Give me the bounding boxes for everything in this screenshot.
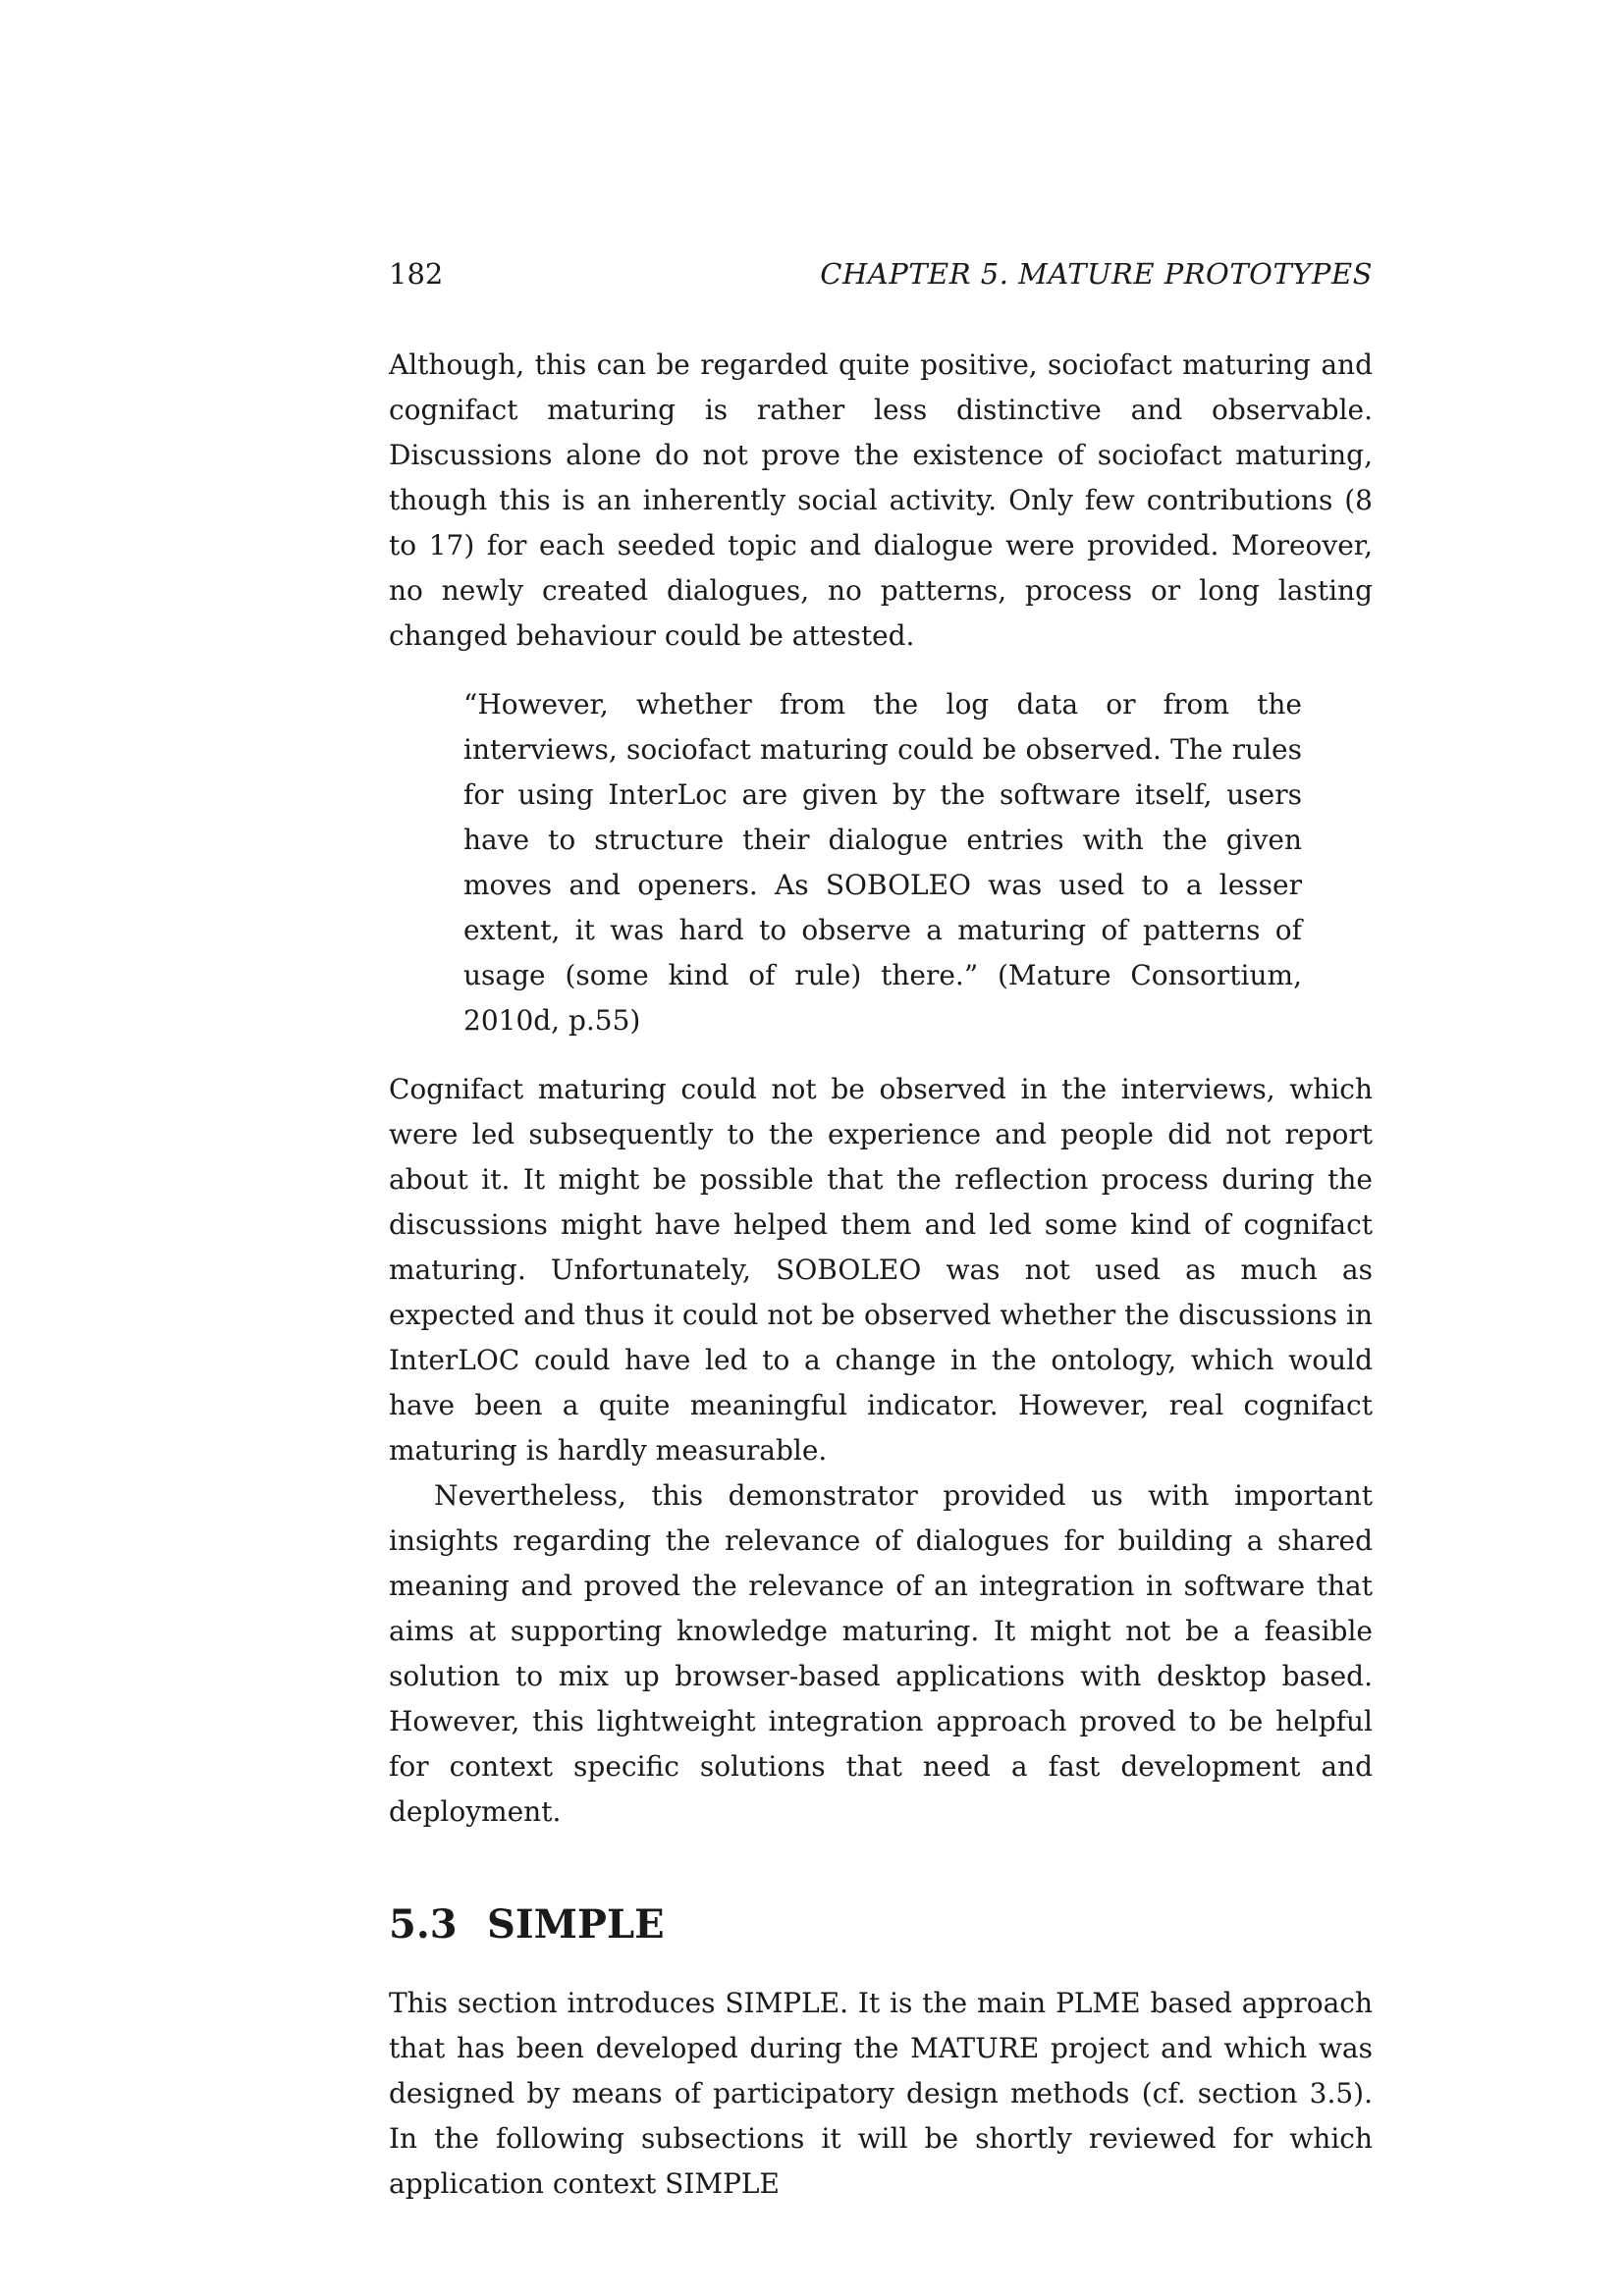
section-heading bbox=[389, 1901, 1373, 1948]
section-paragraph-1: This section introduces SIMPLE. It is the main PLME based approach that has been developed during the MATURE project and which was designed by means of participatory design methods (cf. section 3.5). In the following subsections it will be shortly reviewed for which application context SIMPLE bbox=[389, 1987, 1373, 2200]
running-header bbox=[389, 257, 1373, 306]
body-paragraph-3: Nevertheless, this demonstrator provided us with important insights regarding the relevance of dialogues for building a shared meaning and proved the relevance of an integration in software that aims at supporting knowledge maturing. It might not be a feasible solution to mix up browser-based applications with desktop based. However, this lightweight integration approach proved to be helpful for context specific solutions that need a fast development and deployment. bbox=[389, 1479, 1373, 1828]
section-title: SIMPLE bbox=[487, 1901, 665, 1948]
document-page bbox=[389, 257, 1373, 2207]
chapter-title: CHAPTER 5. MATURE PROTOTYPES bbox=[820, 257, 1373, 291]
body-paragraph-1: Although, this can be regarded quite positive, sociofact maturing and cognifact maturing is rather less distinctive and observable. Discussions alone do not prove the existence of sociofact maturing, though this is an inherently social activity. Only few contributions (8 to 17) for each seeded topic and dialogue were provided. Moreover, no newly created dialogues, no patterns, process or long lasting changed behaviour could be attested. bbox=[389, 348, 1373, 652]
body-paragraph-2: Cognifact maturing could not be observed in the interviews, which were led subsequently to the experience and people did not report about it. It might be possible that the reflection process during the discussions might have helped them and led some kind of cognifact maturing. Unfortunately, SOBOLEO was not used as much as expected and thus it could not be observed whether the discussions in InterLOC could have led to a change in the ontology, which would have been a quite meaningful indicator. However, real cognifact maturing is hardly measurable. bbox=[389, 1073, 1373, 1467]
section-number: 5.3 bbox=[389, 1901, 458, 1948]
block-quote bbox=[463, 682, 1302, 1043]
page-number: 182 bbox=[389, 257, 444, 291]
quote-text: “However, whether from the log data or from the interviews, sociofact maturing could be observed. The rules for using InterLoc are given by the software itself, users have to structure their dialogue entries with the given moves and openers. As SOBOLEO was used to a lesser extent, it was hard to observe a maturing of patterns of usage (some kind of rule) there.” (Mature Consortium, 2010d, p.55) bbox=[463, 688, 1302, 1037]
